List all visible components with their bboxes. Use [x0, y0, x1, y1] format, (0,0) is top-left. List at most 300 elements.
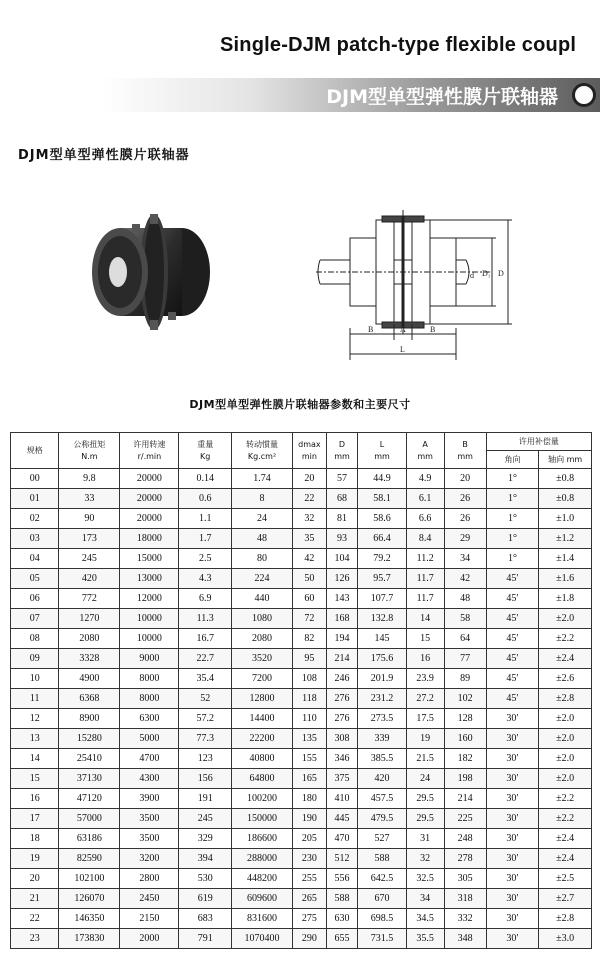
banner-title: DJM型单型弹性膜片联轴器: [326, 86, 558, 108]
cell-b: 102: [444, 689, 486, 709]
cell-d: 630: [326, 909, 358, 929]
header-weight-unit: Kg: [200, 451, 211, 461]
label-d-outer: D: [498, 269, 504, 278]
header-b: [444, 433, 486, 469]
cell-inertia: 2080: [232, 629, 293, 649]
table-row: [11, 609, 592, 629]
cell-torque: 15280: [59, 729, 120, 749]
cell-d: 655: [326, 929, 358, 949]
cell-torque: 772: [59, 589, 120, 609]
header-d: [326, 433, 358, 469]
table-row: [11, 789, 592, 809]
cell-model: 21: [11, 889, 59, 909]
cell-speed: 3500: [120, 809, 179, 829]
cell-weight: 0.14: [179, 469, 232, 489]
technical-drawing: [316, 200, 526, 370]
cell-axial: ±1.6: [539, 569, 592, 589]
cell-d: 214: [326, 649, 358, 669]
cell-l: 95.7: [358, 569, 406, 589]
cell-d: 346: [326, 749, 358, 769]
cell-model: 20: [11, 869, 59, 889]
cell-dmax: 265: [293, 889, 327, 909]
table-row: [11, 929, 592, 949]
cell-dmax: 20: [293, 469, 327, 489]
header-weight-label: 重量: [197, 439, 214, 449]
cell-inertia: 7200: [232, 669, 293, 689]
cell-dmax: 190: [293, 809, 327, 829]
header-inertia-label: 转动惯量: [246, 439, 279, 449]
cell-d: 445: [326, 809, 358, 829]
cell-b: 34: [444, 549, 486, 569]
cell-inertia: 609600: [232, 889, 293, 909]
cell-model: 01: [11, 489, 59, 509]
cell-model: 02: [11, 509, 59, 529]
cell-torque: 4900: [59, 669, 120, 689]
cell-d: 556: [326, 869, 358, 889]
cell-speed: 18000: [120, 529, 179, 549]
cell-a: 19: [406, 729, 444, 749]
cell-model: 17: [11, 809, 59, 829]
header-speed-label: 许用转速: [133, 439, 166, 449]
cell-model: 10: [11, 669, 59, 689]
label-d1: D₁: [482, 269, 491, 278]
cell-b: 318: [444, 889, 486, 909]
cell-axial: ±0.8: [539, 489, 592, 509]
cell-a: 11.2: [406, 549, 444, 569]
cell-axial: ±3.0: [539, 929, 592, 949]
cell-angle: 1°: [486, 509, 539, 529]
cell-d: 104: [326, 549, 358, 569]
cell-axial: ±0.8: [539, 469, 592, 489]
cell-l: 527: [358, 829, 406, 849]
cell-b: 278: [444, 849, 486, 869]
cell-angle: 45′: [486, 689, 539, 709]
table-row: [11, 909, 592, 929]
header-torque: [59, 433, 120, 469]
cell-axial: ±2.4: [539, 829, 592, 849]
cell-model: 05: [11, 569, 59, 589]
cell-inertia: 288000: [232, 849, 293, 869]
cell-weight: 191: [179, 789, 232, 809]
cell-axial: ±2.5: [539, 869, 592, 889]
cell-weight: 22.7: [179, 649, 232, 669]
header-a-unit: mm: [417, 451, 433, 461]
header-b-unit: mm: [457, 451, 473, 461]
cell-model: 14: [11, 749, 59, 769]
header-dmax-unit: min: [301, 451, 317, 461]
cell-weight: 791: [179, 929, 232, 949]
cell-dmax: 275: [293, 909, 327, 929]
cell-weight: 11.3: [179, 609, 232, 629]
cell-dmax: 180: [293, 789, 327, 809]
spec-table-body: [11, 469, 592, 949]
cell-l: 731.5: [358, 929, 406, 949]
header-inertia: [232, 433, 293, 469]
cell-angle: 30′: [486, 749, 539, 769]
cell-inertia: 1080: [232, 609, 293, 629]
table-row: [11, 729, 592, 749]
cell-torque: 173830: [59, 929, 120, 949]
cell-a: 16: [406, 649, 444, 669]
cell-l: 698.5: [358, 909, 406, 929]
cell-model: 11: [11, 689, 59, 709]
cell-speed: 4300: [120, 769, 179, 789]
table-row: [11, 509, 592, 529]
cell-b: 29: [444, 529, 486, 549]
cell-angle: 1°: [486, 529, 539, 549]
cell-a: 27.2: [406, 689, 444, 709]
cell-inertia: 831600: [232, 909, 293, 929]
cell-torque: 82590: [59, 849, 120, 869]
cell-a: 6.1: [406, 489, 444, 509]
cell-speed: 2800: [120, 869, 179, 889]
cell-angle: 30′: [486, 829, 539, 849]
cell-speed: 20000: [120, 489, 179, 509]
cell-weight: 77.3: [179, 729, 232, 749]
cell-l: 58.6: [358, 509, 406, 529]
cell-inertia: 64800: [232, 769, 293, 789]
cell-angle: 45′: [486, 669, 539, 689]
cell-a: 11.7: [406, 569, 444, 589]
table-row: [11, 589, 592, 609]
table-row: [11, 709, 592, 729]
table-row: [11, 809, 592, 829]
label-a: A: [400, 325, 406, 334]
cell-dmax: 35: [293, 529, 327, 549]
cell-torque: 3328: [59, 649, 120, 669]
cell-l: 44.9: [358, 469, 406, 489]
cell-speed: 9000: [120, 649, 179, 669]
cell-model: 09: [11, 649, 59, 669]
cell-speed: 5000: [120, 729, 179, 749]
cell-dmax: 230: [293, 849, 327, 869]
cell-inertia: 3520: [232, 649, 293, 669]
table-row: [11, 489, 592, 509]
label-b-left: B: [368, 325, 374, 334]
cell-axial: ±1.0: [539, 509, 592, 529]
cell-speed: 2000: [120, 929, 179, 949]
cell-inertia: 80: [232, 549, 293, 569]
cell-weight: 4.3: [179, 569, 232, 589]
cell-d: 57: [326, 469, 358, 489]
cell-d: 126: [326, 569, 358, 589]
cell-inertia: 14400: [232, 709, 293, 729]
cell-b: 26: [444, 489, 486, 509]
table-row: [11, 869, 592, 889]
cell-speed: 2150: [120, 909, 179, 929]
cell-a: 35.5: [406, 929, 444, 949]
cell-inertia: 186600: [232, 829, 293, 849]
cell-model: 06: [11, 589, 59, 609]
cell-angle: 30′: [486, 889, 539, 909]
cell-axial: ±2.8: [539, 909, 592, 929]
cell-b: 225: [444, 809, 486, 829]
cell-inertia: 48: [232, 529, 293, 549]
cell-dmax: 95: [293, 649, 327, 669]
header-speed-unit: r/.min: [137, 451, 162, 461]
cell-weight: 530: [179, 869, 232, 889]
cell-dmax: 108: [293, 669, 327, 689]
cell-torque: 33: [59, 489, 120, 509]
cell-a: 6.6: [406, 509, 444, 529]
table-row: [11, 769, 592, 789]
cell-torque: 90: [59, 509, 120, 529]
cell-dmax: 22: [293, 489, 327, 509]
cell-b: 89: [444, 669, 486, 689]
cell-speed: 20000: [120, 509, 179, 529]
cell-l: 132.8: [358, 609, 406, 629]
cell-torque: 37130: [59, 769, 120, 789]
table-row: [11, 829, 592, 849]
cell-axial: ±2.0: [539, 609, 592, 629]
coupling-photo: [62, 200, 232, 340]
cell-b: 48: [444, 589, 486, 609]
cell-d: 588: [326, 889, 358, 909]
cell-d: 194: [326, 629, 358, 649]
header-a-label: A: [422, 439, 428, 449]
cell-l: 79.2: [358, 549, 406, 569]
cell-inertia: 1070400: [232, 929, 293, 949]
cell-weight: 6.9: [179, 589, 232, 609]
cell-weight: 329: [179, 829, 232, 849]
header-compensation: 许用补偿量: [486, 433, 591, 451]
cell-angle: 30′: [486, 909, 539, 929]
header-a: [406, 433, 444, 469]
cell-speed: 3200: [120, 849, 179, 869]
cell-angle: 30′: [486, 849, 539, 869]
table-row: [11, 649, 592, 669]
cell-weight: 123: [179, 749, 232, 769]
cell-weight: 1.1: [179, 509, 232, 529]
cell-angle: 45′: [486, 589, 539, 609]
cell-dmax: 60: [293, 589, 327, 609]
cell-angle: 45′: [486, 569, 539, 589]
cell-angle: 45′: [486, 609, 539, 629]
cell-torque: 146350: [59, 909, 120, 929]
cell-torque: 245: [59, 549, 120, 569]
cell-l: 107.7: [358, 589, 406, 609]
cell-speed: 8000: [120, 689, 179, 709]
cell-weight: 16.7: [179, 629, 232, 649]
cell-b: 77: [444, 649, 486, 669]
label-b-right: B: [430, 325, 436, 334]
cell-a: 29.5: [406, 809, 444, 829]
cell-d: 246: [326, 669, 358, 689]
cell-angle: 1°: [486, 489, 539, 509]
cell-l: 385.5: [358, 749, 406, 769]
cell-dmax: 42: [293, 549, 327, 569]
cell-l: 201.9: [358, 669, 406, 689]
cell-l: 420: [358, 769, 406, 789]
header-dmax: [293, 433, 327, 469]
cell-l: 58.1: [358, 489, 406, 509]
cell-torque: 420: [59, 569, 120, 589]
cell-axial: ±1.2: [539, 529, 592, 549]
cell-dmax: 155: [293, 749, 327, 769]
cell-inertia: 8: [232, 489, 293, 509]
header-d-unit: mm: [334, 451, 350, 461]
cell-weight: 57.2: [179, 709, 232, 729]
cell-a: 17.5: [406, 709, 444, 729]
cell-inertia: 150000: [232, 809, 293, 829]
cell-speed: 10000: [120, 609, 179, 629]
table-row: [11, 569, 592, 589]
cell-b: 64: [444, 629, 486, 649]
cell-angle: 30′: [486, 929, 539, 949]
cell-d: 68: [326, 489, 358, 509]
cell-speed: 20000: [120, 469, 179, 489]
cell-b: 182: [444, 749, 486, 769]
cell-dmax: 82: [293, 629, 327, 649]
cell-axial: ±2.2: [539, 789, 592, 809]
cell-b: 332: [444, 909, 486, 929]
cell-inertia: 12800: [232, 689, 293, 709]
cell-angle: 45′: [486, 649, 539, 669]
table-row: [11, 689, 592, 709]
header-inertia-unit: Kg.cm²: [247, 451, 277, 461]
cell-a: 15: [406, 629, 444, 649]
english-title: Single-DJM patch-type flexible coupl: [220, 34, 577, 56]
cell-inertia: 24: [232, 509, 293, 529]
cell-angle: 1°: [486, 549, 539, 569]
cell-angle: 30′: [486, 809, 539, 829]
cell-axial: ±2.2: [539, 629, 592, 649]
cell-axial: ±1.8: [539, 589, 592, 609]
cell-model: 00: [11, 469, 59, 489]
cell-l: 273.5: [358, 709, 406, 729]
cell-model: 22: [11, 909, 59, 929]
circle-icon: [572, 83, 596, 107]
cell-d: 276: [326, 709, 358, 729]
cell-dmax: 32: [293, 509, 327, 529]
cell-speed: 3500: [120, 829, 179, 849]
cell-dmax: 110: [293, 709, 327, 729]
table-row: [11, 749, 592, 769]
cell-dmax: 118: [293, 689, 327, 709]
cell-b: 42: [444, 569, 486, 589]
cell-model: 13: [11, 729, 59, 749]
cell-a: 29.5: [406, 789, 444, 809]
label-l: L: [400, 345, 405, 354]
header-l-label: L: [379, 439, 385, 449]
cell-b: 248: [444, 829, 486, 849]
table-row: [11, 549, 592, 569]
cell-dmax: 50: [293, 569, 327, 589]
cell-l: 231.2: [358, 689, 406, 709]
header-b-label: B: [462, 439, 468, 449]
cell-weight: 245: [179, 809, 232, 829]
cell-l: 175.6: [358, 649, 406, 669]
cell-d: 81: [326, 509, 358, 529]
header-speed: [120, 433, 179, 469]
header-d-label: D: [338, 439, 346, 449]
cell-model: 04: [11, 549, 59, 569]
cell-l: 479.5: [358, 809, 406, 829]
cell-inertia: 440: [232, 589, 293, 609]
cell-inertia: 224: [232, 569, 293, 589]
cell-weight: 52: [179, 689, 232, 709]
header-torque-label: 公称扭矩: [73, 439, 106, 449]
cell-a: 11.7: [406, 589, 444, 609]
cell-inertia: 40800: [232, 749, 293, 769]
cell-d: 93: [326, 529, 358, 549]
cell-axial: ±2.0: [539, 709, 592, 729]
cell-weight: 0.6: [179, 489, 232, 509]
cell-b: 214: [444, 789, 486, 809]
cell-torque: 9.8: [59, 469, 120, 489]
cell-speed: 10000: [120, 629, 179, 649]
spec-table: [10, 432, 592, 949]
cell-a: 21.5: [406, 749, 444, 769]
cell-torque: 2080: [59, 629, 120, 649]
cell-inertia: 448200: [232, 869, 293, 889]
cell-angle: 30′: [486, 729, 539, 749]
table-row: [11, 529, 592, 549]
cell-b: 26: [444, 509, 486, 529]
cell-d: 276: [326, 689, 358, 709]
cell-a: 8.4: [406, 529, 444, 549]
cell-speed: 13000: [120, 569, 179, 589]
cell-model: 15: [11, 769, 59, 789]
cell-torque: 173: [59, 529, 120, 549]
cell-a: 23.9: [406, 669, 444, 689]
header-axial: 轴向 mm: [539, 451, 592, 469]
cell-a: 32.5: [406, 869, 444, 889]
cell-l: 66.4: [358, 529, 406, 549]
header-dmax-label: dmax: [298, 439, 321, 449]
cell-d: 512: [326, 849, 358, 869]
cell-d: 168: [326, 609, 358, 629]
header-model: 规格: [11, 433, 59, 469]
cell-dmax: 135: [293, 729, 327, 749]
cell-weight: 394: [179, 849, 232, 869]
cell-axial: ±2.4: [539, 649, 592, 669]
cell-angle: 30′: [486, 769, 539, 789]
cell-axial: ±2.0: [539, 769, 592, 789]
cell-torque: 126070: [59, 889, 120, 909]
cell-dmax: 290: [293, 929, 327, 949]
cell-b: 198: [444, 769, 486, 789]
cell-d: 410: [326, 789, 358, 809]
cell-dmax: 165: [293, 769, 327, 789]
cell-angle: 30′: [486, 709, 539, 729]
cell-axial: ±2.0: [539, 729, 592, 749]
label-d: d: [470, 271, 474, 280]
cell-d: 470: [326, 829, 358, 849]
cell-model: 19: [11, 849, 59, 869]
cell-torque: 25410: [59, 749, 120, 769]
cell-axial: ±2.0: [539, 749, 592, 769]
cell-weight: 35.4: [179, 669, 232, 689]
cell-angle: 1°: [486, 469, 539, 489]
header-torque-unit: N.m: [81, 451, 98, 461]
cell-angle: 30′: [486, 869, 539, 889]
cell-axial: ±2.8: [539, 689, 592, 709]
header-l-unit: mm: [374, 451, 390, 461]
cell-speed: 15000: [120, 549, 179, 569]
cell-l: 642.5: [358, 869, 406, 889]
cell-weight: 1.7: [179, 529, 232, 549]
table-row: [11, 469, 592, 489]
cell-l: 145: [358, 629, 406, 649]
cell-axial: ±2.6: [539, 669, 592, 689]
cell-model: 18: [11, 829, 59, 849]
cell-speed: 8000: [120, 669, 179, 689]
cell-dmax: 255: [293, 869, 327, 889]
cell-weight: 156: [179, 769, 232, 789]
cell-axial: ±1.4: [539, 549, 592, 569]
section-title: DJM型单型弹性膜片联轴器: [18, 148, 190, 163]
